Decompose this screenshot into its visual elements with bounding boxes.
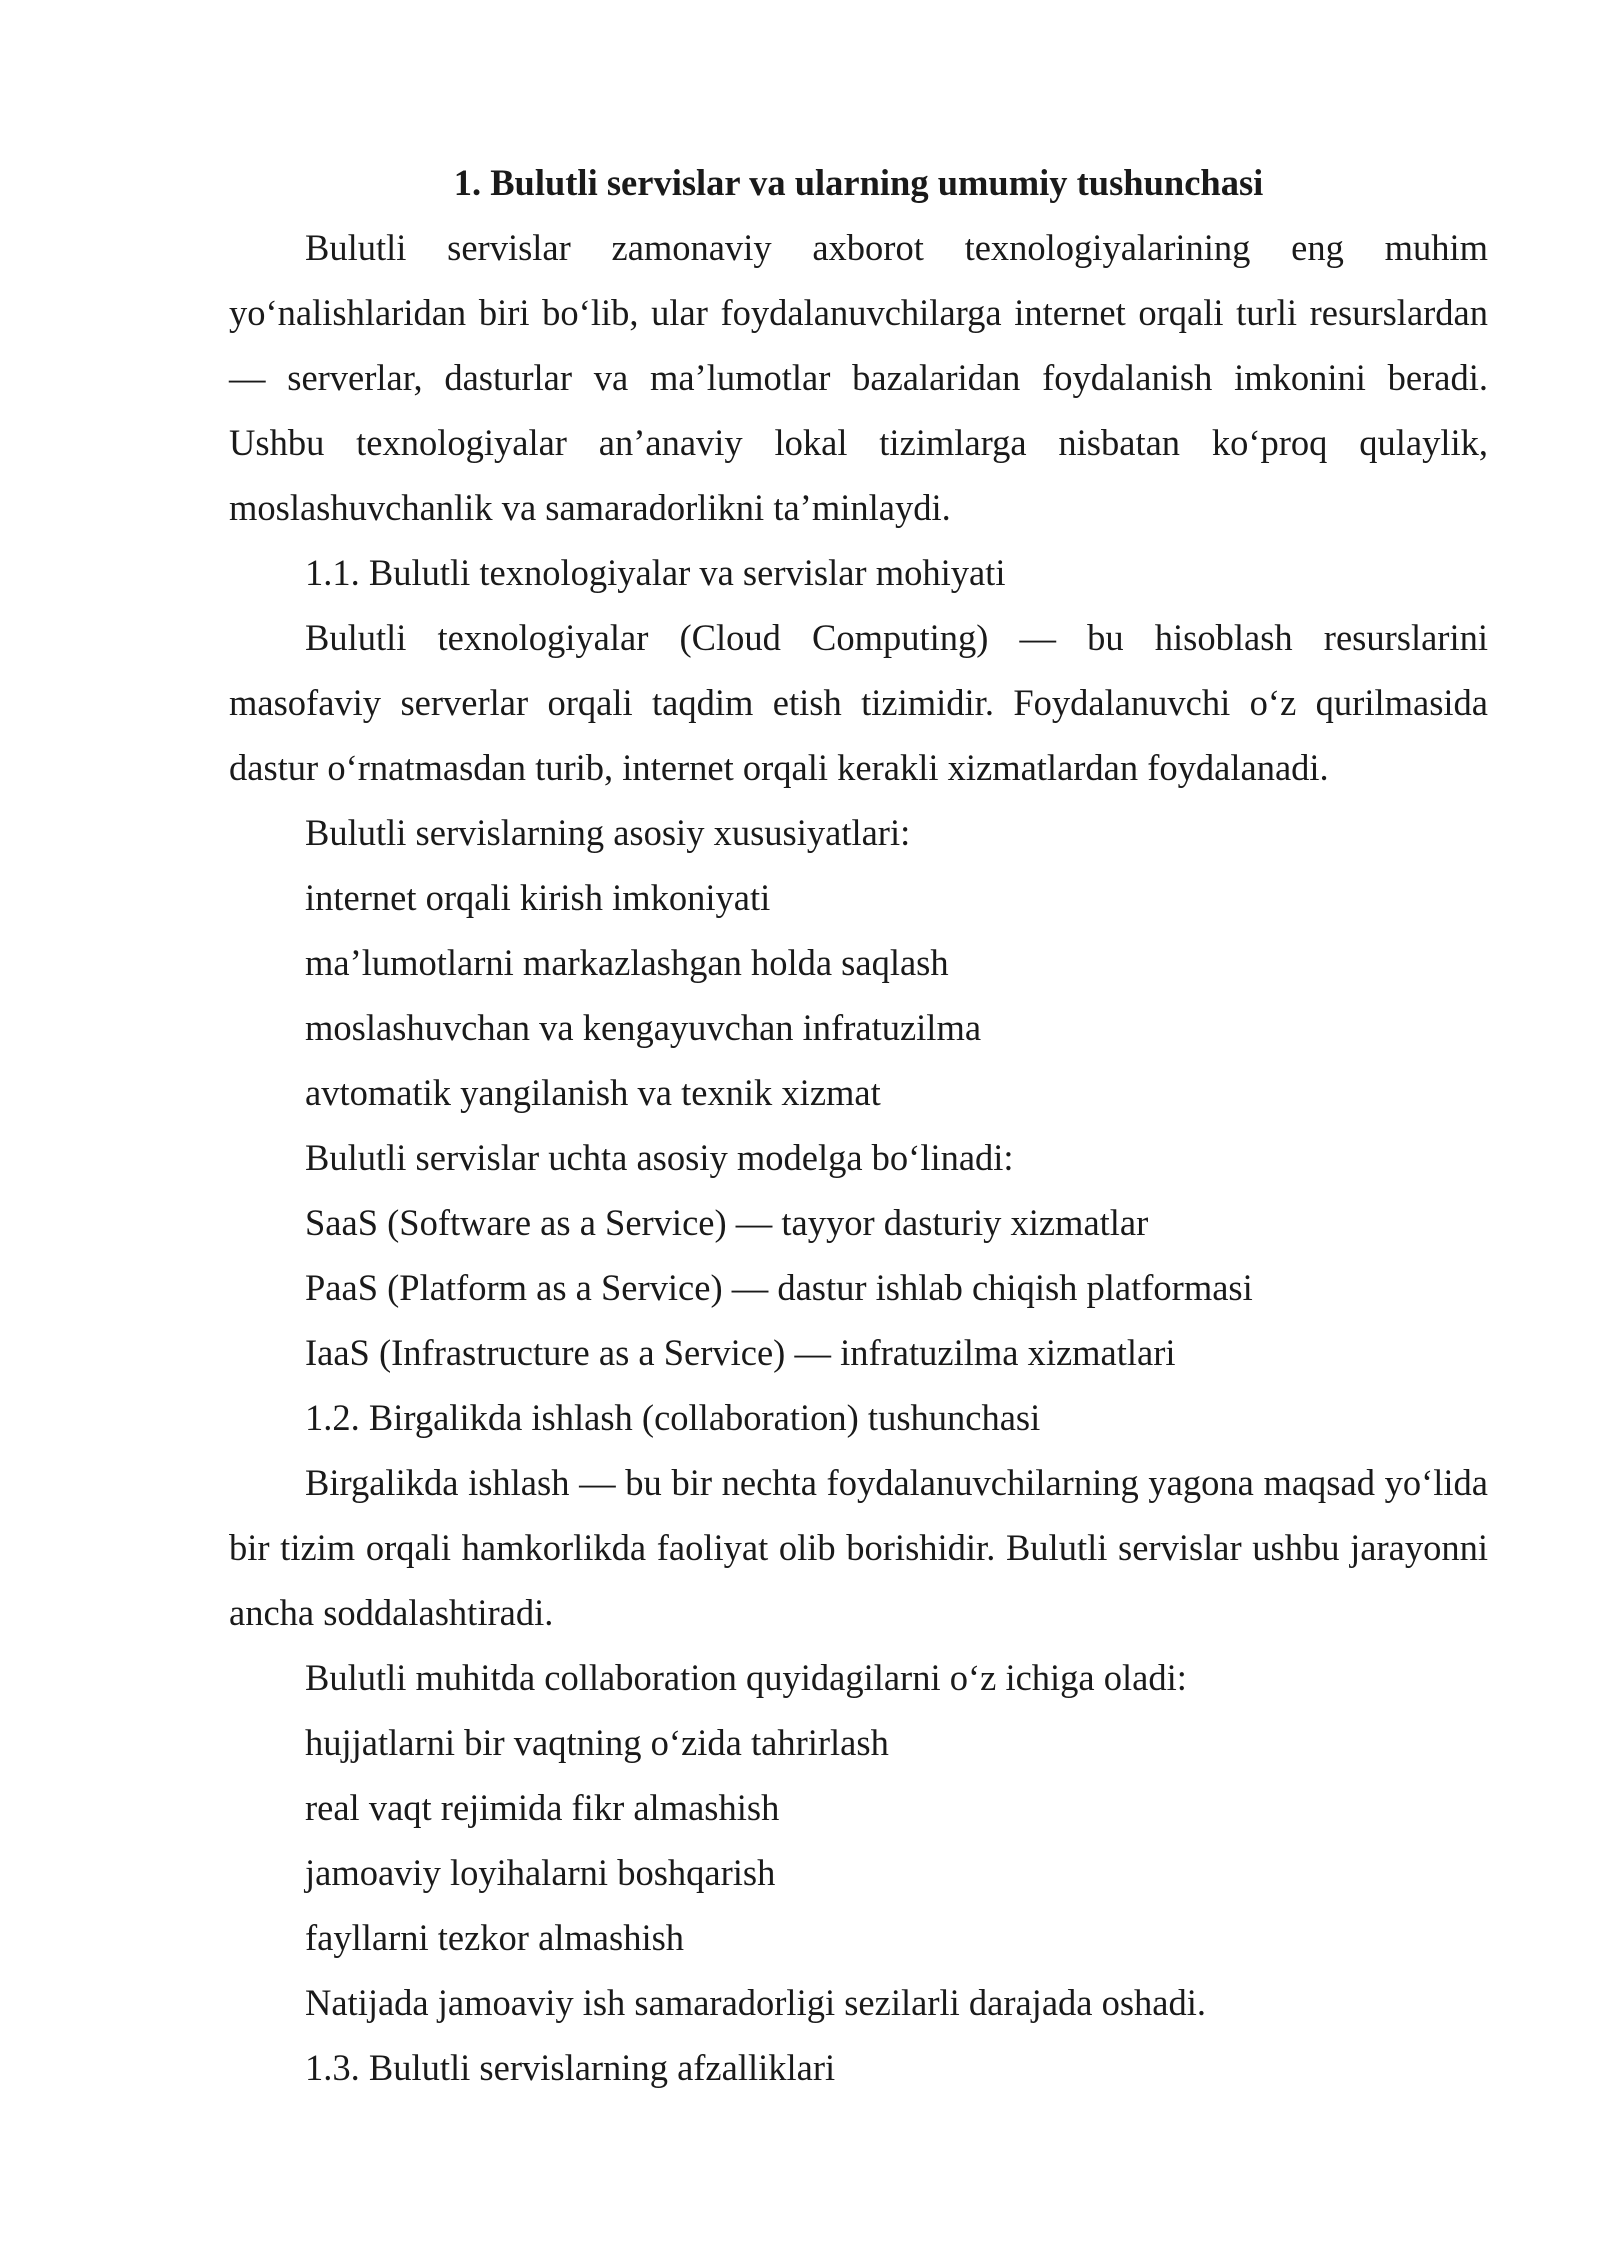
intro-paragraph: Bulutli servislar zamonaviy axborot texnologiyalarining eng muhim yo‘nalishlaridan biri bo‘lib, ular foydalanuvchilarga internet orqali turli resurslardan — serverlar, dasturlar va ma’lumotlar bazalaridan foydalanish imkonini beradi. Ushbu texnologiyalar an’anaviy lokal tizimlarga nisbatan ko‘proq qulaylik, moslashuvchanlik va samaradorlikni ta’minlaydi. bbox=[229, 227, 1488, 528]
collaboration-item: real vaqt rejimida fikr almashish bbox=[305, 1787, 780, 1828]
document-content bbox=[229, 150, 1488, 2100]
model-item-saas: SaaS (Software as a Service) — tayyor dasturiy xizmatlar bbox=[305, 1202, 1149, 1243]
section-heading-1-3: 1.3. Bulutli servislarning afzalliklari bbox=[305, 2047, 836, 2088]
models-intro: Bulutli servislar uchta asosiy modelga bo‘linadi: bbox=[305, 1137, 1014, 1178]
model-item-iaas: IaaS (Infrastructure as a Service) — infratuzilma xizmatlari bbox=[305, 1332, 1176, 1373]
section-1-1-paragraph: Bulutli texnologiyalar (Cloud Computing) — bu hisoblash resurslarini masofaviy serverlar orqali taqdim etish tizimidir. Foydalanuvchi o‘z qurilmasida dastur o‘rnatmasdan turib, internet orqali kerakli xizmatlardan foydalanadi. bbox=[229, 617, 1488, 788]
document-title: 1. Bulutli servislar va ularning umumiy tushunchasi bbox=[453, 162, 1264, 203]
section-1-2-paragraph: Birgalikda ishlash — bu bir nechta foydalanuvchilarning yagona maqsad yo‘lida bir tizim orqali hamkorlikda faoliyat olib borishidir. Bulutli servislar ushbu jarayonni ancha soddalashtiradi. bbox=[229, 1462, 1488, 1633]
collaboration-item: hujjatlarni bir vaqtning o‘zida tahrirlash bbox=[305, 1722, 889, 1763]
features-intro: Bulutli servislarning asosiy xususiyatlari: bbox=[305, 812, 911, 853]
section-heading-1-1: 1.1. Bulutli texnologiyalar va servislar mohiyati bbox=[305, 552, 1006, 593]
feature-item: moslashuvchan va kengayuvchan infratuzilma bbox=[305, 1007, 982, 1048]
collaboration-intro: Bulutli muhitda collaboration quyidagilarni o‘z ichiga oladi: bbox=[305, 1657, 1187, 1698]
collaboration-conclusion: Natijada jamoaviy ish samaradorligi sezilarli darajada oshadi. bbox=[305, 1982, 1207, 2023]
feature-item: avtomatik yangilanish va texnik xizmat bbox=[305, 1072, 881, 1113]
model-item-paas: PaaS (Platform as a Service) — dastur ishlab chiqish platformasi bbox=[305, 1267, 1253, 1308]
collaboration-item: jamoaviy loyihalarni boshqarish bbox=[305, 1852, 776, 1893]
collaboration-item: fayllarni tezkor almashish bbox=[305, 1917, 685, 1958]
feature-item: internet orqali kirish imkoniyati bbox=[305, 877, 771, 918]
section-heading-1-2: 1.2. Birgalikda ishlash (collaboration) tushunchasi bbox=[305, 1397, 1041, 1438]
feature-item: ma’lumotlarni markazlashgan holda saqlash bbox=[305, 942, 949, 983]
